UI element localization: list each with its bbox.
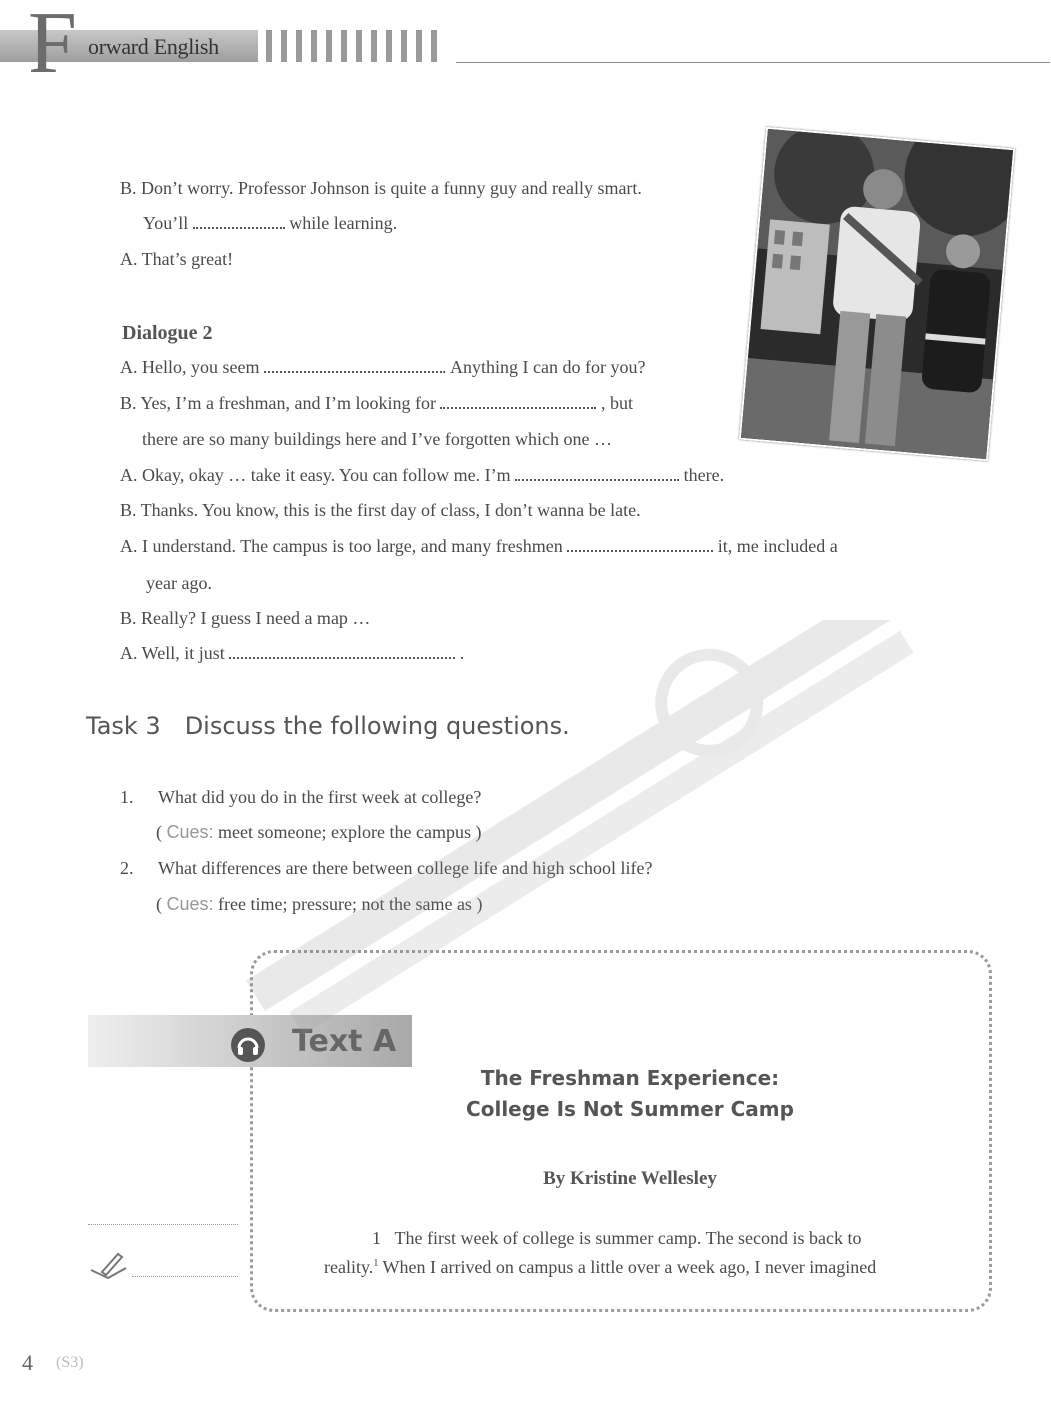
dialogue2-heading: Dialogue 2	[122, 322, 213, 344]
headphones-icon	[230, 1027, 266, 1063]
text-a-label: Text A	[292, 1024, 397, 1059]
dialogue1-line-1: B. Don’t worry. Professor Johnson is quite a funny guy and really smart.	[120, 178, 642, 198]
answer-blank[interactable]	[515, 465, 679, 481]
dialogue2-line-4: A. Okay, okay … take it easy. You can follow me. I’m there.	[120, 465, 725, 485]
question-1: 1. What did you do in the first week at college?	[120, 787, 482, 807]
cues-label: Cues:	[166, 894, 214, 914]
dialogue2-line-2: B. Yes, I’m a freshman, and I’m looking for , but	[120, 393, 633, 413]
answer-blank[interactable]	[193, 213, 285, 229]
answer-blank[interactable]	[440, 393, 596, 409]
cues-label: Cues:	[166, 822, 214, 842]
page-code: (S3)	[56, 1354, 84, 1371]
article-title-line-2: College Is Not Summer Camp	[466, 1097, 794, 1121]
pencil-note-icon	[88, 1248, 130, 1282]
answer-blank[interactable]	[567, 536, 713, 552]
paragraph-1-line-2: reality.$^1$ When I arrived on campus a little over a week ago, I never imagined	[324, 1257, 877, 1277]
footnote-marker: 1	[373, 1258, 379, 1269]
question-2: 2. What differences are there between college life and high school life?	[120, 858, 653, 878]
dialogue1-line-2: You’ll while learning.	[143, 213, 398, 233]
dialogue2-line-5: B. Thanks. You know, this is the first day of class, I don’t wanna be late.	[120, 500, 641, 520]
dialogue2-line-7: year ago.	[146, 573, 212, 593]
dialogue1-line-3: A. That’s great!	[120, 249, 234, 269]
dialogue2-line-3: there are so many buildings here and I’ve forgotten which one …	[142, 429, 613, 449]
article-byline: By Kristine Wellesley	[543, 1168, 717, 1189]
notes-line	[88, 1224, 238, 1225]
dialogue2-line-1: A. Hello, you seem . Anything I can do for you?	[120, 357, 646, 377]
notes-line	[132, 1276, 238, 1277]
header-bars	[266, 30, 466, 62]
dialogue2-line-8: B. Really? I guess I need a map …	[120, 608, 371, 628]
paragraph-number: 1	[372, 1228, 381, 1248]
answer-blank[interactable]	[264, 357, 442, 373]
dialogue2-line-6: A. I understand. The campus is too large, and many freshmen it, me included a	[120, 536, 838, 556]
header-initial: F	[28, 0, 77, 92]
header-rule	[456, 62, 1050, 63]
question-1-cues: ( Cues: meet someone; explore the campus )	[156, 822, 482, 842]
task3-title: Discuss the following questions.	[184, 712, 570, 740]
students-photo	[739, 127, 1015, 462]
task3-number: Task 3	[86, 712, 161, 740]
dialogue2-line-9: A. Well, it just .	[120, 643, 465, 663]
page-number: 4	[22, 1350, 33, 1375]
article-title-line-1: The Freshman Experience:	[480, 1066, 780, 1090]
answer-blank[interactable]	[229, 643, 455, 659]
question-2-cues: ( Cues: free time; pressure; not the same as )	[156, 894, 483, 914]
paragraph-1-line-1: 1 The first week of college is summer camp. The second is back to	[372, 1228, 862, 1248]
task3-heading	[86, 712, 570, 740]
header-title: orward English	[88, 34, 219, 59]
